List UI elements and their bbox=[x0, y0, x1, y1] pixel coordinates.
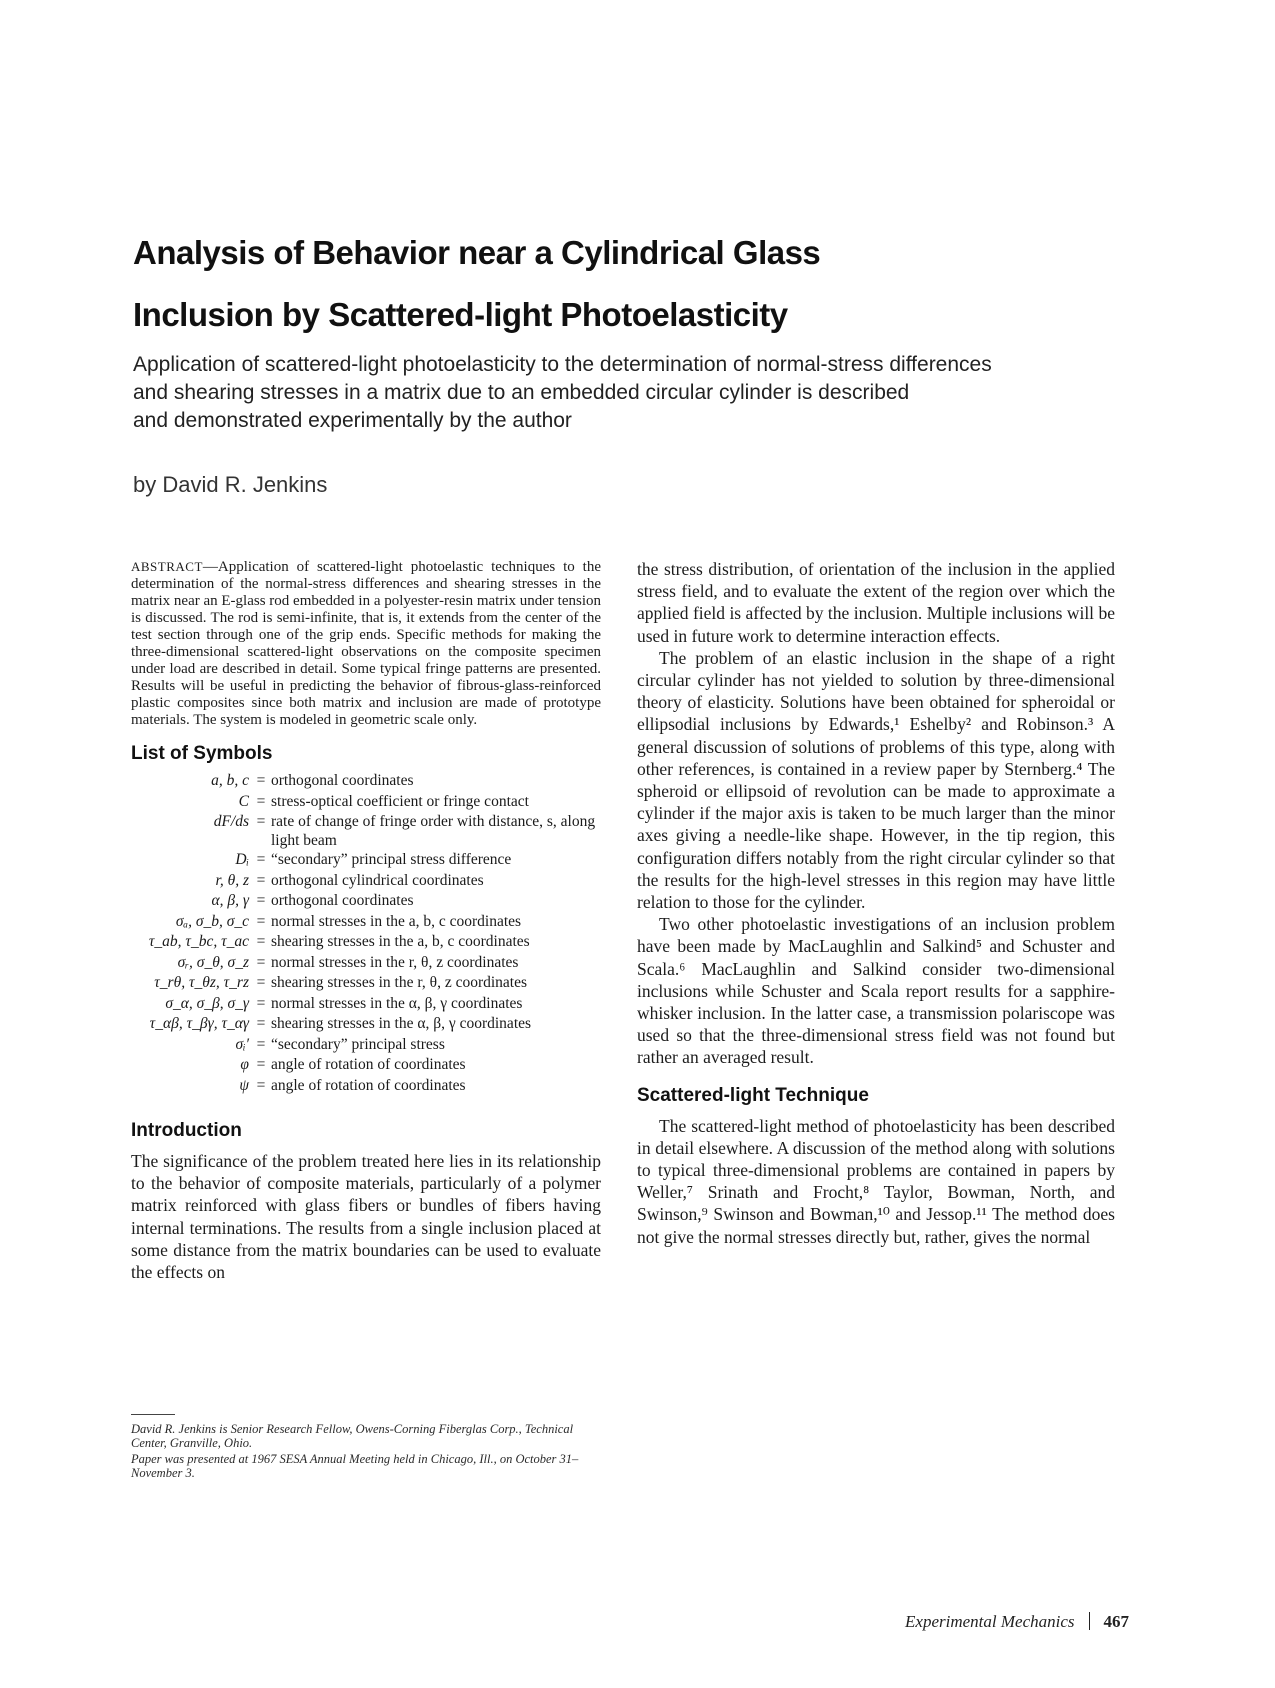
symbol-definition: normal stresses in the a, b, c coordinates bbox=[271, 912, 522, 930]
introduction-text: The significance of the problem treated here lies in its relationship to the behavior of composite materials, particularly of a polymer matrix reinforced with glass fibers or bundles of fibers having internal terminations. The results from a single inclusion placed at some distance from the matrix boundaries can be used to evaluate the effects on bbox=[131, 1151, 601, 1283]
symbol-term: C bbox=[238, 792, 249, 810]
footnote-rule bbox=[131, 1414, 175, 1415]
author-byline: by David R. Jenkins bbox=[133, 472, 328, 497]
symbol-row bbox=[131, 1055, 601, 1076]
abstract bbox=[131, 558, 601, 729]
title-line-1: Analysis of Behavior near a Cylindrical Glass bbox=[133, 234, 821, 272]
right-column bbox=[637, 558, 1115, 1248]
subtitle-line-1: Application of scattered-light photoelasticity to the determination of normal-stress differences bbox=[133, 353, 992, 376]
equals-sign: = bbox=[256, 1076, 266, 1094]
symbol-definition: shearing stresses in the r, θ, z coordinates bbox=[271, 974, 528, 991]
symbol-definition: rate of change of fringe order with distance, s, along light beam bbox=[271, 813, 596, 849]
symbol-row bbox=[131, 994, 601, 1015]
symbol-row bbox=[131, 812, 601, 850]
symbol-row bbox=[131, 771, 601, 792]
equals-sign: = bbox=[256, 994, 266, 1012]
symbol-row bbox=[131, 1014, 601, 1035]
symbol-term: dF/ds bbox=[213, 813, 249, 830]
symbol-row bbox=[131, 953, 601, 974]
subtitle-line-2: and shearing stresses in a matrix due to an embedded circular cylinder is described bbox=[133, 381, 910, 404]
symbol-term: ψ bbox=[239, 1076, 249, 1094]
symbol-definition: “secondary” principal stress bbox=[271, 1035, 445, 1053]
scattered-light-heading: Scattered-light Technique bbox=[637, 1084, 869, 1106]
equals-sign: = bbox=[256, 792, 266, 810]
left-column bbox=[131, 558, 601, 1283]
equals-sign: = bbox=[256, 892, 266, 909]
symbol-definition: orthogonal coordinates bbox=[271, 892, 414, 909]
symbol-definition: “secondary” principal stress difference bbox=[271, 851, 512, 868]
article-subtitle bbox=[133, 351, 1133, 435]
equals-sign: = bbox=[256, 1035, 266, 1053]
right-paragraph-3: Two other photoelastic investigations of an inclusion problem have been made by MacLaughlin and Salkind⁵ and Schuster and Scala.⁶ MacLaughlin and Salkind consider two-dimensional inclusions while Schuster and Scala report results for a sapphire-whisker inclusion. In the latter case, a transmission polariscope was used so that the three-dimensional stress field was not found but rather an averaged result. bbox=[637, 914, 1115, 1068]
equals-sign: = bbox=[256, 813, 266, 830]
symbol-definition: orthogonal cylindrical coordinates bbox=[271, 871, 484, 889]
symbol-term: σᵣ, σ_θ, σ_z bbox=[177, 953, 249, 971]
equals-sign: = bbox=[256, 912, 266, 930]
symbol-row bbox=[131, 973, 601, 994]
symbol-definition: angle of rotation of coordinates bbox=[271, 1076, 466, 1094]
symbol-term: σₐ, σ_b, σ_c bbox=[175, 912, 249, 930]
symbol-row bbox=[131, 891, 601, 912]
symbol-term: τ_rθ, τ_θz, τ_rz bbox=[154, 974, 249, 991]
equals-sign: = bbox=[256, 851, 266, 868]
right-paragraph-4: The scattered-light method of photoelasticity has been described in detail elsewhere. A discussion of the method along with solutions to typical three-dimensional problems are contained in papers by Weller,⁷ Srinath and Frocht,⁸ Taylor, Bowman, North, and Swinson,⁹ Swinson and Bowman,¹⁰ and Jessop.¹¹ The method does not give the normal stresses directly but, rather, gives the normal bbox=[637, 1115, 1115, 1247]
symbol-row bbox=[131, 792, 601, 813]
title-line-2: Inclusion by Scattered-light Photoelasticity bbox=[133, 296, 788, 334]
symbol-definition: shearing stresses in the a, b, c coordinates bbox=[271, 933, 530, 950]
symbol-definition: angle of rotation of coordinates bbox=[271, 1056, 466, 1073]
symbol-term: φ bbox=[240, 1056, 249, 1073]
equals-sign: = bbox=[256, 1015, 266, 1032]
journal-name: Experimental Mechanics bbox=[905, 1612, 1075, 1631]
symbols-list bbox=[131, 771, 601, 1096]
right-paragraph-2: The problem of an elastic inclusion in the shape of a right circular cylinder has not yielded to solution by three-dimensional theory of elasticity. Solutions have been obtained for spheroidal or ellipsodial inclusions by Edwards,¹ Eshelby² and Robinson.³ A general discussion of solutions of problems of this type, along with other references, is contained in a review paper by Sternberg.⁴ The spheroid or ellipsoid of revolution can be made to approximate a cylinder if the major axis is taken to be much larger than the minor axes giving a needle-like shape. However, in the tip region, this configuration differs notably from the right circular cylinder so that the results for the high-level stresses in this region may have little relation to those for the cylinder. bbox=[637, 647, 1115, 913]
symbol-row bbox=[131, 1035, 601, 1056]
footer-separator bbox=[1089, 1612, 1090, 1630]
symbol-row bbox=[131, 932, 601, 953]
subtitle-line-3: and demonstrated experimentally by the author bbox=[133, 409, 572, 432]
introduction-heading: Introduction bbox=[131, 1120, 242, 1141]
article-title bbox=[133, 222, 1133, 346]
equals-sign: = bbox=[256, 772, 266, 789]
symbol-term: Dᵢ bbox=[235, 851, 249, 868]
symbols-heading: List of Symbols bbox=[131, 743, 273, 764]
page-number: 467 bbox=[1103, 1612, 1129, 1631]
symbol-row bbox=[131, 912, 601, 933]
equals-sign: = bbox=[256, 974, 266, 991]
symbol-term: r, θ, z bbox=[215, 871, 249, 889]
symbol-term: τ_ab, τ_bc, τ_ac bbox=[148, 933, 249, 950]
symbol-row bbox=[131, 850, 601, 871]
symbol-row bbox=[131, 1076, 601, 1097]
abstract-label: ABSTRACT bbox=[131, 559, 203, 574]
symbol-definition: shearing stresses in the α, β, γ coordinates bbox=[271, 1015, 532, 1032]
abstract-text: —Application of scattered-light photoelastic techniques to the determination of the normal-stress differences and shearing stresses in the matrix near an E-glass rod embedded in a polyester-resin matrix under tension is discussed. The rod is semi-infinite, that is, it extends from the center of the test section through one of the grip ends. Specific methods for making the three-dimensional scattered-light observations on the composite specimen under load are described in detail. Some typical fringe patterns are presented. Results will be useful in predicting the behavior of fibrous-glass-reinforced plastic composites since both matrix and inclusion are made of prototype materials. The system is modeled in geometric scale only. bbox=[131, 559, 601, 728]
symbol-term: τ_αβ, τ_βγ, τ_αγ bbox=[149, 1015, 249, 1032]
symbol-term: σᵢ′ bbox=[235, 1035, 249, 1053]
symbol-definition: orthogonal coordinates bbox=[271, 772, 414, 789]
symbol-definition: normal stresses in the α, β, γ coordinates bbox=[271, 994, 523, 1012]
symbol-row bbox=[131, 871, 601, 892]
symbol-definition: normal stresses in the r, θ, z coordinates bbox=[271, 953, 519, 971]
meeting-note: Paper was presented at 1967 SESA Annual Meeting held in Chicago, Ill., on October 31–November 3. bbox=[131, 1452, 579, 1480]
equals-sign: = bbox=[256, 871, 266, 889]
right-paragraph-1: the stress distribution, of orientation of the inclusion in the applied stress field, and to evaluate the extent of the region over which the applied field is affected by the inclusion. Multiple inclusions will be used in future work to determine interaction effects. bbox=[637, 559, 1115, 646]
symbol-term: α, β, γ bbox=[211, 892, 249, 909]
symbol-term: a, b, c bbox=[211, 772, 249, 789]
equals-sign: = bbox=[256, 933, 266, 950]
running-footer bbox=[905, 1612, 1129, 1632]
author-affiliation-note: David R. Jenkins is Senior Research Fellow, Owens-Corning Fiberglas Corp., Technical Center, Granville, Ohio. bbox=[131, 1422, 574, 1450]
symbol-definition: stress-optical coefficient or fringe contact bbox=[271, 792, 529, 810]
equals-sign: = bbox=[256, 953, 266, 971]
equals-sign: = bbox=[256, 1056, 266, 1073]
symbol-term: σ_α, σ_β, σ_γ bbox=[165, 994, 249, 1012]
